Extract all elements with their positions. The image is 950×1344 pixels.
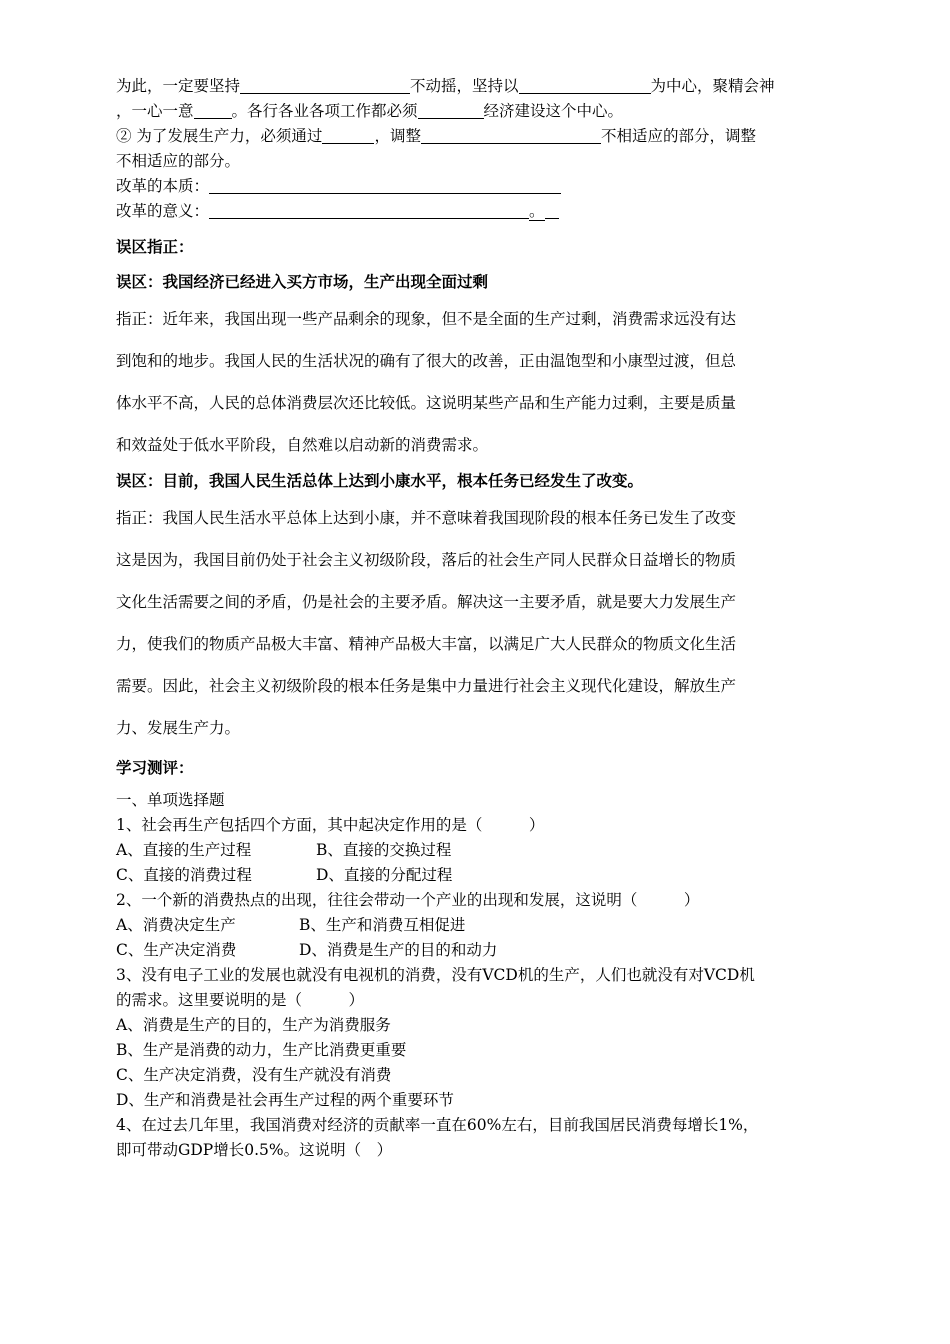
paragraph-line: 力，使我们的物质产品极大丰富、精神产品极大丰富，以满足广大人民群众的物质文化生活 [116,635,737,653]
misconception-title-1: 误区：我国经济已经进入买方市场，生产出现全面过剩 [116,272,489,291]
text: ② 为了发展生产力，必须通过 [116,127,323,145]
blank [519,76,651,94]
blank [322,126,374,144]
quiz-heading: 学习测评： [116,758,194,777]
question-3-line-2: 的需求。这里要说明的是（ ） [116,991,365,1009]
fill-line-5 [116,174,796,199]
fill-line-6 [116,199,796,224]
question-3-line-1: 3、没有电子工业的发展也就没有电视机的消费，没有VCD机的生产，人们也就没有对VCD机 [116,966,755,984]
blank [209,176,561,194]
question-1: 1、社会再生产包括四个方面，其中起决定作用的是（ ） [116,816,545,834]
paragraph-line: 和效益处于低水平阶段，自然难以启动新的消费需求。 [116,436,489,454]
text: ，一心一意 [116,102,194,120]
option-d: D、消费是生产的目的和动力 [299,941,498,959]
question-1-options-row-1 [116,838,796,863]
text: ，调整 [374,127,421,145]
option-b: B、直接的交换过程 [316,841,452,859]
option-d: D、直接的分配过程 [316,866,453,884]
text: 为中心，聚精会神 [650,77,775,95]
question-4-line-2: 即可带动GDP增长0.5%。这说明（ ） [116,1141,393,1159]
paragraph-line: 指正：我国人民生活水平总体上达到小康，并不意味着我国现阶段的根本任务已发生了改变 [116,509,737,527]
text: 。 [529,202,545,220]
fill-line-4 [116,149,796,174]
blank [194,101,232,119]
fill-line-1 [116,74,796,99]
correction-paragraph-1 [116,298,796,466]
blank [421,126,601,144]
question-4-line-1: 4、在过去几年里，我国消费对经济的贡献率一直在60%左右，目前我国居民消费每增长1%， [116,1116,759,1134]
blank [418,101,484,119]
paragraph-line: 力、发展生产力。 [116,719,241,737]
text: 不动摇，坚持以 [410,77,519,95]
question-2-options-row-1 [116,913,796,938]
paragraph-line: 指正：近年来，我国出现一些产品剩余的现象，但不是全面的生产过剩，消费需求远没有达 [116,310,737,328]
text: 改革的本质： [116,177,210,195]
option-c: C、生产决定消费，没有生产就没有消费 [116,1066,392,1084]
option-c: C、直接的消费过程 [116,866,252,884]
section-heading: 误区指正： [116,237,194,256]
quiz-section-title: 一、单项选择题 [116,791,225,809]
text: 经济建设这个中心。 [483,102,624,120]
document-page [116,74,796,1163]
option-a: A、消费决定生产 [116,916,236,934]
question-1-options-row-2 [116,863,796,888]
text: 。各行各业各项工作都必须 [231,102,418,120]
question-2-options-row-2 [116,938,796,963]
misconception-title-2: 误区：目前，我国人民生活总体上达到小康水平，根本任务已经发生了改变。 [116,471,644,490]
blank [240,76,410,94]
paragraph-line: 体水平不高，人民的总体消费层次还比较低。这说明某些产品和生产能力过剩，主要是质量 [116,394,737,412]
text: 不相适应的部分。 [116,152,241,170]
option-a: A、直接的生产过程 [116,841,252,859]
text: 为此，一定要坚持 [116,77,241,95]
paragraph-line: 这是因为，我国目前仍处于社会主义初级阶段，落后的社会生产同人民群众日益增长的物质 [116,551,737,569]
option-d: D、生产和消费是社会再生产过程的两个重要环节 [116,1091,454,1109]
fill-line-2 [116,99,796,124]
text: 不相适应的部分，调整 [600,127,756,145]
paragraph-line: 到饱和的地步。我国人民的生活状况的确有了很大的改善，正由温饱型和小康型过渡，但总 [116,352,737,370]
fill-line-3 [116,124,796,149]
text: 改革的意义： [116,202,210,220]
correction-paragraph-2 [116,497,796,749]
blank [209,201,529,219]
option-b: B、生产和消费互相促进 [299,916,466,934]
paragraph-line: 需要。因此，社会主义初级阶段的根本任务是集中力量进行社会主义现代化建设，解放生产 [116,677,737,695]
option-c: C、生产决定消费 [116,941,237,959]
paragraph-line: 文化生活需要之间的矛盾，仍是社会的主要矛盾。解决这一主要矛盾，就是要大力发展生产 [116,593,737,611]
option-b: B、生产是消费的动力，生产比消费更重要 [116,1041,407,1059]
option-a: A、消费是生产的目的，生产为消费服务 [116,1016,391,1034]
blank [545,201,559,219]
question-2: 2、一个新的消费热点的出现，往往会带动一个产业的出现和发展，这说明（ ） [116,891,700,909]
